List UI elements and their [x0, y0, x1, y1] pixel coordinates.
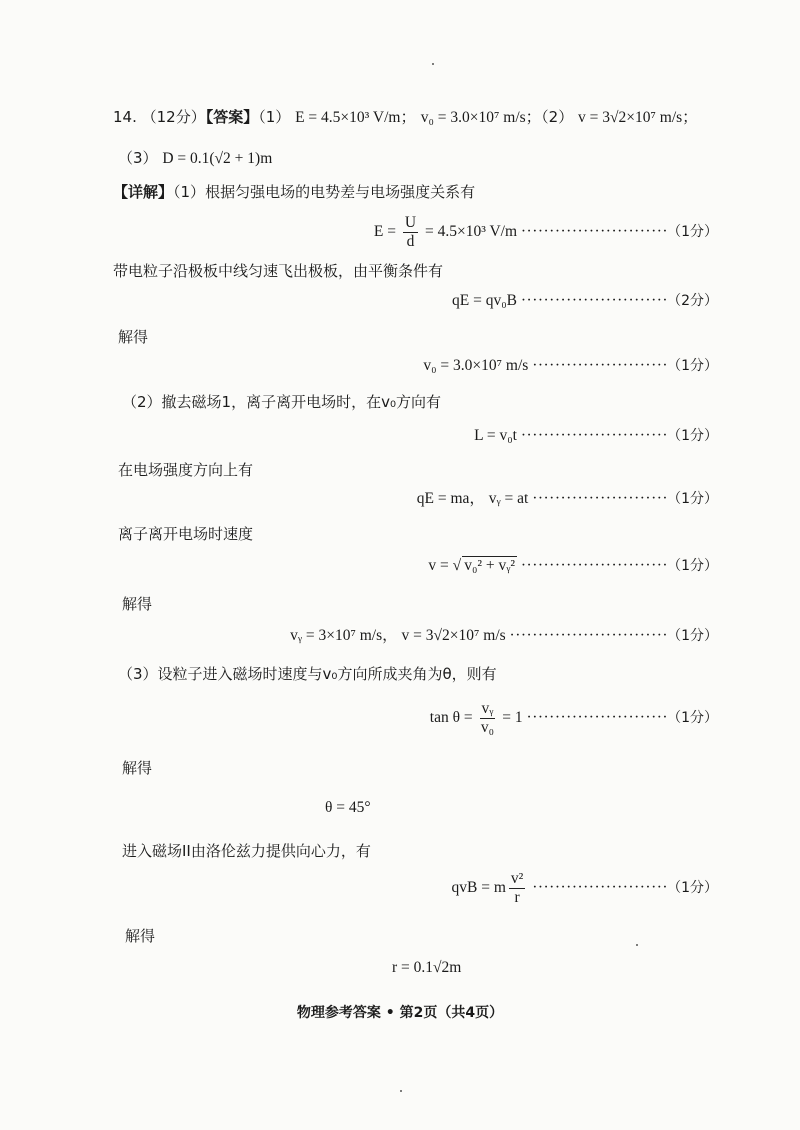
detail-part-2-label: （2）	[122, 393, 162, 411]
detail-tag: 【详解】	[113, 183, 174, 201]
detail-part-3-text: 设粒子进入磁场时速度与v₀方向所成夹角为θ，则有	[157, 665, 497, 683]
eq1-score: （1分）	[674, 224, 718, 241]
leader-dots: ····························	[509, 627, 669, 644]
eq10-fraction	[509, 870, 525, 907]
eq8-score: （1分）	[674, 710, 718, 727]
eq7-expression: vᵧ = 3×10⁷ m/s， v = 3√2×10⁷ m/s	[290, 627, 506, 644]
scan-speck	[432, 63, 434, 65]
equation-8	[430, 700, 718, 737]
leader-dots: ························	[532, 879, 669, 897]
detail-part-1-intro: 根据匀强电场的电势差与电场强度关系有	[205, 183, 476, 201]
eq6-radicand: v₀² + vᵧ²	[464, 557, 515, 574]
answer-v0: v₀ = 3.0×10⁷ m/s；	[420, 109, 542, 126]
equation-6	[428, 555, 718, 577]
eq7-score: （1分）	[674, 628, 718, 644]
eq1-rhs: = 4.5×10³ V/m	[424, 223, 517, 241]
eq8-fraction	[480, 700, 496, 737]
part-2-intro	[122, 391, 441, 413]
part-1-label: （1）	[258, 108, 291, 126]
leader-dots: ························	[532, 357, 669, 374]
eq8-lhs: tan θ =	[429, 709, 473, 727]
eq5-expression: qE = ma， vᵧ = at	[416, 490, 529, 507]
equation-9: θ = 45°	[325, 799, 371, 816]
eq8-numerator: vᵧ	[481, 700, 494, 717]
equation-11: r = 0.1√2m	[392, 959, 462, 976]
answer-line-1	[113, 106, 698, 129]
eq10-denominator: r	[514, 889, 520, 906]
answer-line-2	[118, 147, 272, 170]
eq1-lhs: E =	[373, 223, 397, 241]
eq6-score: （1分）	[674, 558, 718, 574]
eq8-rhs: = 1	[502, 709, 523, 727]
leader-dots: ··························	[520, 292, 669, 309]
detail-part-2-text: 撤去磁场1，离子离开电场时，在v₀方向有	[161, 393, 441, 411]
leader-dots: ·························	[526, 709, 669, 727]
part-3-label: （3）	[118, 149, 158, 167]
eq2-score: （2分）	[674, 293, 718, 309]
scan-speck	[636, 944, 638, 946]
solve-label: 解得	[118, 328, 149, 346]
solve-label: 解得	[122, 759, 153, 777]
answer-e: E = 4.5×10³ V/m；	[295, 109, 416, 126]
equation-7	[290, 625, 718, 647]
eq2-expression: qE = qv₀B	[452, 292, 517, 309]
eq1-numerator: U	[404, 214, 417, 231]
equation-4	[474, 425, 718, 447]
eq3-expression: v₀ = 3.0×10⁷ m/s	[423, 357, 529, 374]
detail-part-3-label: （3）	[118, 665, 158, 683]
eq5-score: （1分）	[674, 491, 718, 507]
scan-speck	[400, 1090, 402, 1092]
detail-part-1-label: （1）	[173, 183, 206, 201]
eq10-score: （1分）	[674, 880, 718, 897]
text-exit-speed: 离子离开电场时速度	[118, 525, 254, 543]
page-footer: 物理参考答案 • 第2页（共4页）	[296, 1005, 504, 1021]
question-number: 14.	[113, 108, 137, 126]
eq4-score: （1分）	[674, 428, 718, 444]
eq1-fraction	[403, 214, 418, 251]
radical-sign: √	[452, 557, 462, 574]
solve-label: 解得	[122, 595, 153, 613]
eq1-denominator: d	[406, 233, 415, 250]
eq3-score: （1分）	[674, 358, 718, 374]
leader-dots: ························	[532, 490, 669, 507]
answer-d: D = 0.1(√2 + 1)m	[162, 150, 273, 167]
part-3-intro	[118, 663, 497, 685]
eq10-numerator: v²	[510, 870, 524, 887]
text-lorentz: 进入磁场II由洛伦兹力提供向心力，有	[122, 842, 371, 860]
text-field-direction: 在电场强度方向上有	[118, 461, 254, 479]
solve-label: 解得	[125, 927, 156, 945]
equation-1	[374, 214, 718, 251]
leader-dots: ··························	[520, 223, 669, 241]
answer-tag: 【答案】	[205, 108, 259, 126]
answer-v: v = 3√2×10⁷ m/s；	[578, 109, 698, 126]
equation-5	[417, 488, 718, 510]
eq10-lhs: qvB = m	[451, 879, 506, 897]
equation-3	[423, 355, 718, 377]
detail-intro	[113, 181, 475, 203]
question-score: （12分）	[141, 108, 206, 126]
part-2-label: （2）	[541, 108, 574, 126]
eq6-lhs: v =	[428, 557, 449, 574]
leader-dots: ··························	[520, 427, 669, 444]
equation-10	[452, 870, 718, 907]
eq8-denominator: v₀	[480, 719, 495, 736]
leader-dots: ··························	[520, 557, 669, 574]
eq4-expression: L = v₀t	[474, 427, 517, 444]
equation-2	[452, 290, 718, 312]
text-balance: 带电粒子沿极板中线匀速飞出极板，由平衡条件有	[113, 262, 444, 280]
